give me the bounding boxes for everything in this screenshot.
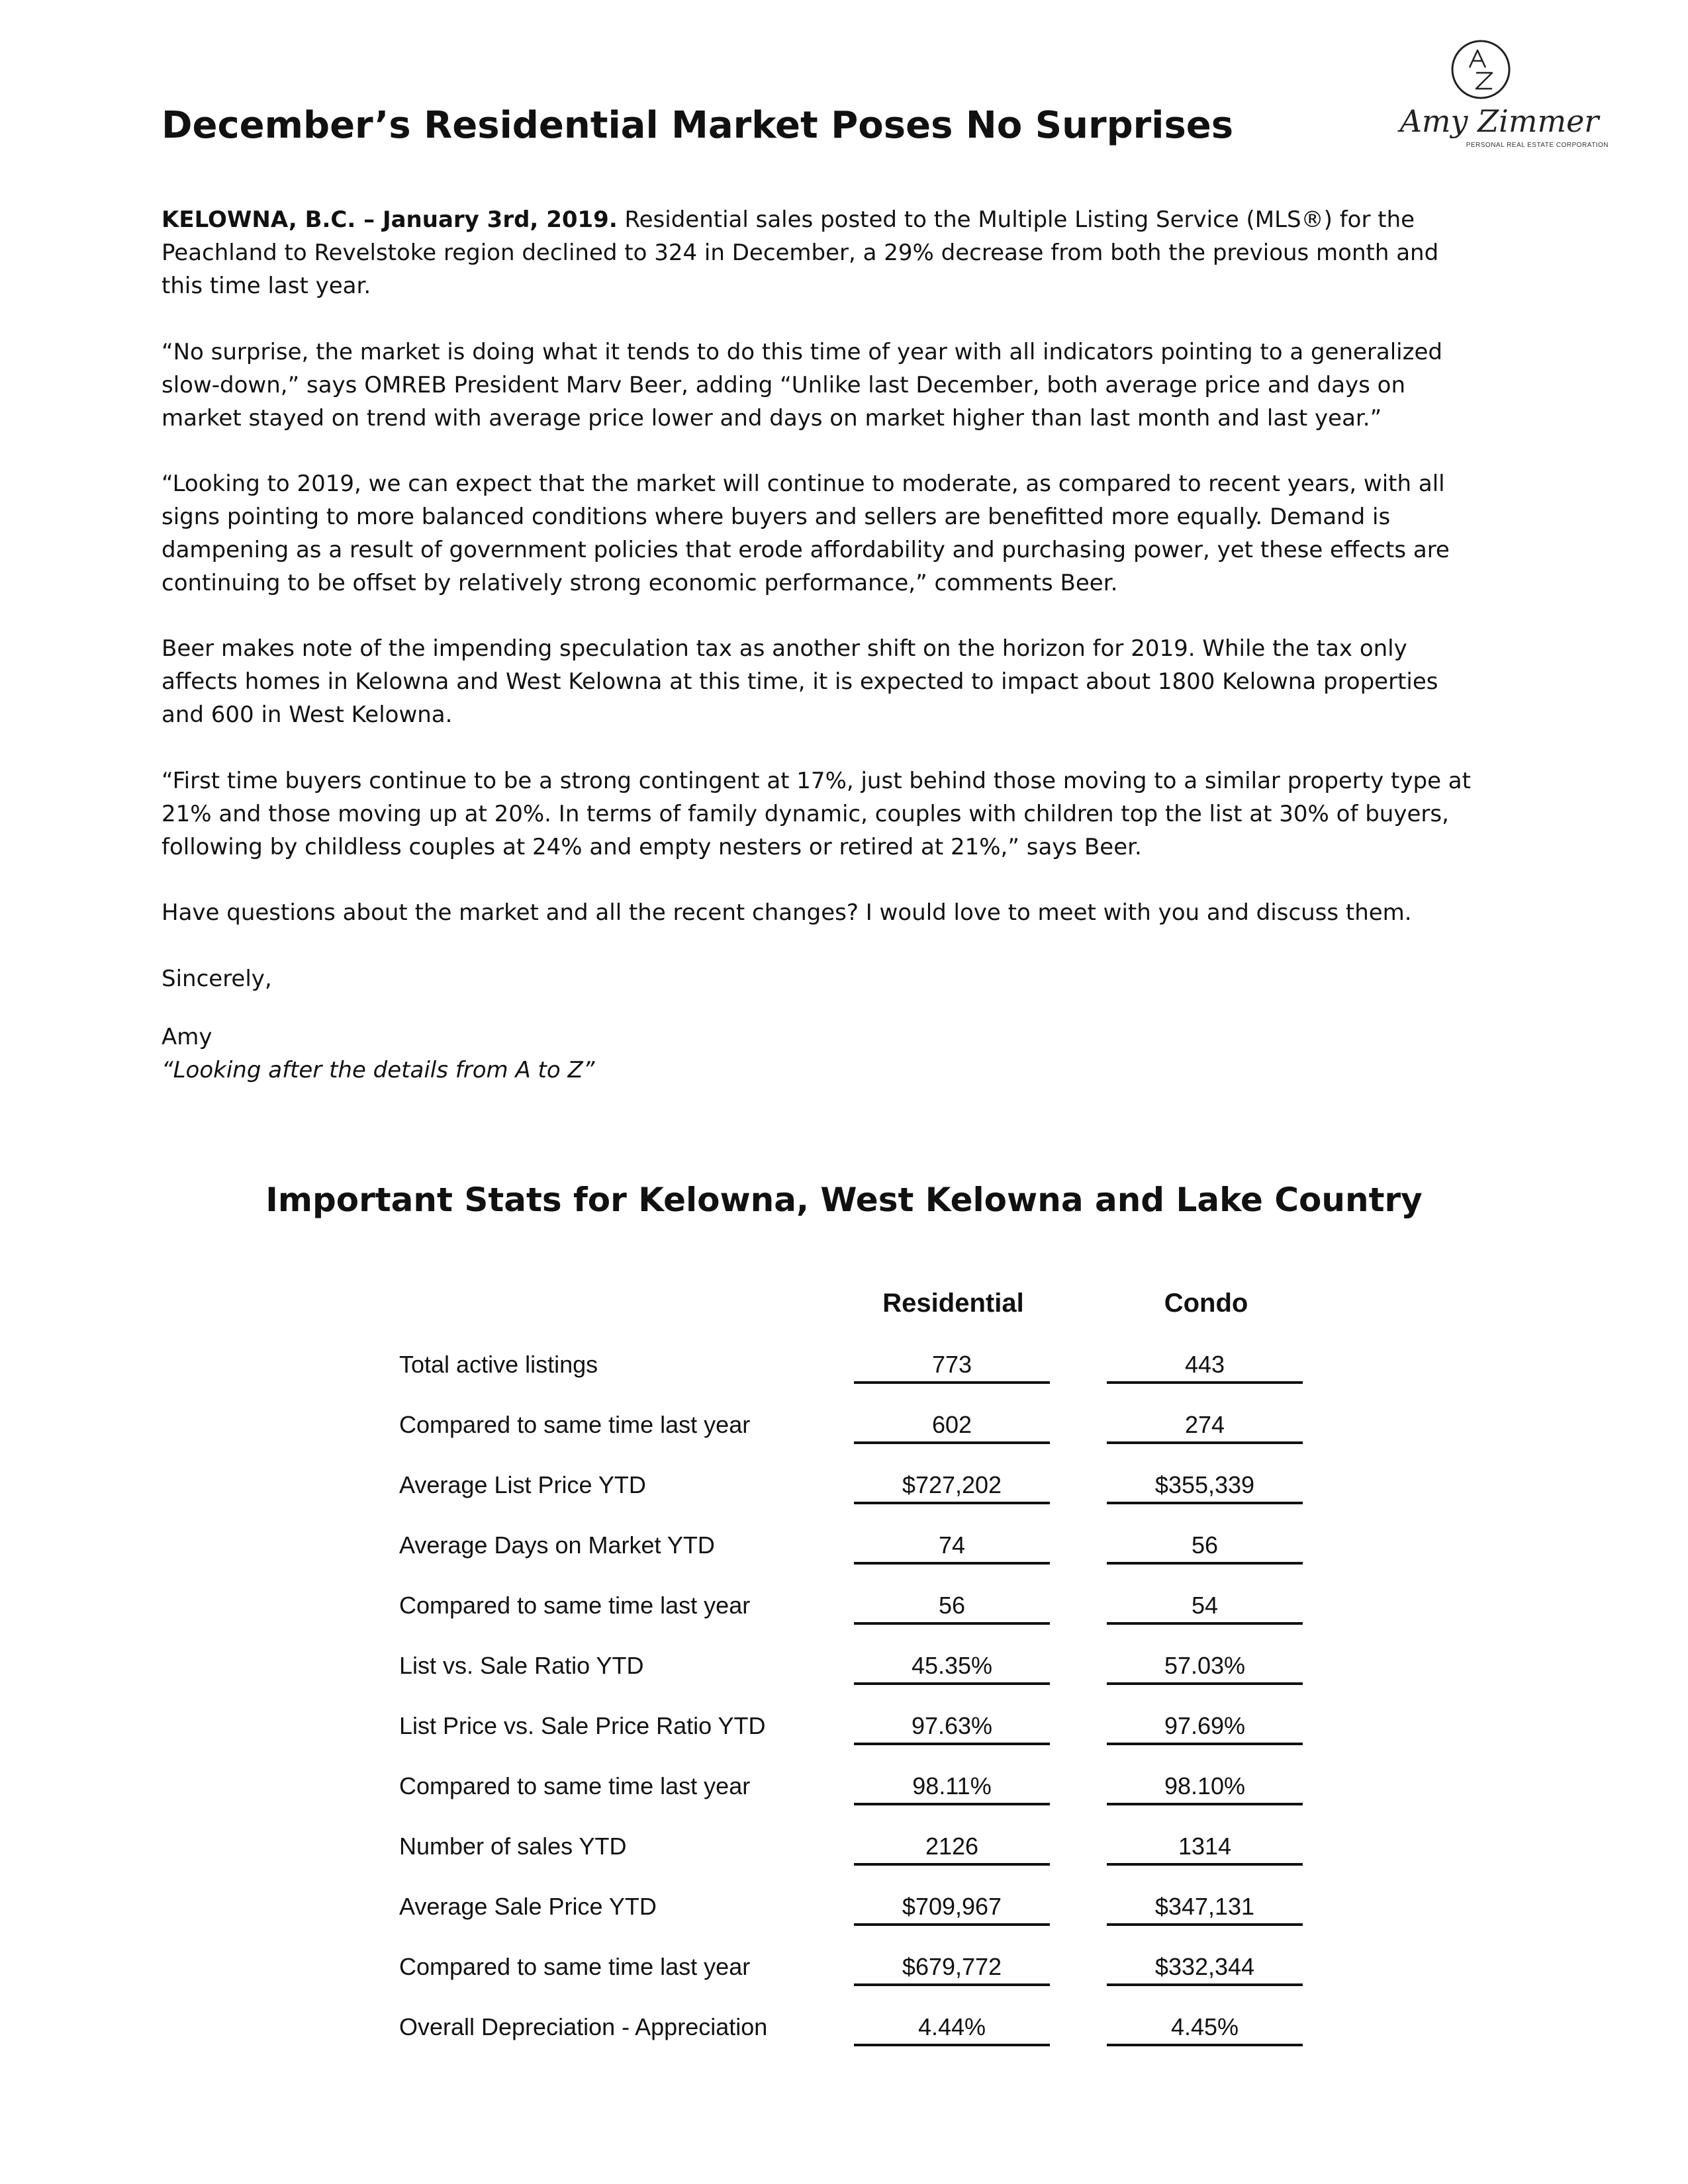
row-label: List Price vs. Sale Price Ratio YTD: [399, 1712, 766, 1739]
paragraph-quote-president: “No surprise, the market is doing what it tends to do this time of year with all indicators pointing to a generalized slow-down,” says OMREB President Marv Beer, adding “Unlike last December, both average price and days on market stayed on trend with average price lower and days on market higher than last month and last year.”: [162, 339, 1442, 432]
condo-value: 54: [1107, 1589, 1303, 1625]
row-label: Average List Price YTD: [399, 1471, 646, 1498]
dateline: KELOWNA, B.C. – January 3rd, 2019.: [162, 206, 618, 233]
paragraph-intro-text: Residential sales posted to the Multiple Listing Service (MLS®) for the Peachland to Revelstoke region declined to 324 in December, a 29% decrease from both the previous month and this time last year.: [162, 206, 1439, 299]
stats-title: Important Stats for Kelowna, West Kelowna and Lake Country: [265, 1181, 1423, 1219]
condo-value: 4.45%: [1107, 2011, 1303, 2046]
condo-value: 443: [1107, 1348, 1303, 1384]
residential-value: 98.11%: [854, 1770, 1050, 1805]
table-row: [0, 1649, 1688, 1709]
paragraph-call-to-action: Have questions about the market and all the recent changes? I would love to meet with you and discuss them.: [162, 899, 1412, 926]
residential-value: $709,967: [854, 1890, 1050, 1926]
row-label: Compared to same time last year: [399, 1592, 751, 1619]
residential-value: 74: [854, 1529, 1050, 1565]
table-row: [0, 1589, 1688, 1649]
signature: Amy: [162, 1024, 212, 1050]
condo-value: 56: [1107, 1529, 1303, 1565]
az-monogram-icon: [1450, 38, 1512, 101]
table-row: [0, 1348, 1688, 1408]
table-row: [0, 1950, 1688, 2011]
salutation: Sincerely,: [162, 966, 272, 992]
residential-value: 97.63%: [854, 1709, 1050, 1745]
row-label: Average Days on Market YTD: [399, 1531, 715, 1559]
condo-value: $355,339: [1107, 1469, 1303, 1504]
residential-value: 602: [854, 1408, 1050, 1444]
row-label: Compared to same time last year: [399, 1953, 751, 1980]
logo-tagline: PERSONAL REAL ESTATE CORPORATION: [1466, 142, 1609, 149]
condo-value: 274: [1107, 1408, 1303, 1444]
table-row: [0, 1408, 1688, 1469]
condo-value: 97.69%: [1107, 1709, 1303, 1745]
page-title: December’s Residential Market Poses No Surprises: [162, 104, 1234, 147]
residential-value: 4.44%: [854, 2011, 1050, 2046]
row-label: Compared to same time last year: [399, 1411, 751, 1438]
condo-value: $332,344: [1107, 1950, 1303, 1986]
table-row: [0, 1770, 1688, 1830]
table-row: [0, 1469, 1688, 1529]
column-header-residential: Residential: [882, 1289, 1024, 1318]
paragraph-buyers: “First time buyers continue to be a strong contingent at 17%, just behind those moving to a similar property type at 21% and those moving up at 20%. In terms of family dynamic, couples with children top the list at 30% of buyers, following by childless couples at 24% and empty nesters or retired at 21%,” says Beer.: [162, 768, 1471, 860]
column-header-condo: Condo: [1164, 1289, 1248, 1318]
residential-value: 56: [854, 1589, 1050, 1625]
motto: “Looking after the details from A to Z”: [162, 1057, 595, 1083]
paragraph-outlook: “Looking to 2019, we can expect that the market will continue to moderate, as compared to recent years, with all signs pointing to more balanced conditions where buyers and sellers are benefitted more equally. Demand is dampening as a result of government policies that erode affordability and purchasing power, yet these effects are continuing to be offset by relatively strong economic performance,” comments Beer.: [162, 471, 1450, 596]
table-row: [0, 2011, 1688, 2071]
table-row: [0, 1709, 1688, 1770]
row-label: Compared to same time last year: [399, 1772, 751, 1799]
row-label: Total active listings: [399, 1351, 598, 1378]
table-row: [0, 1830, 1688, 1890]
row-label: Overall Depreciation - Appreciation: [399, 2013, 768, 2040]
table-row: [0, 1890, 1688, 1950]
condo-value: 57.03%: [1107, 1649, 1303, 1685]
logo-name: Amy Zimmer: [1399, 103, 1599, 139]
paragraph-speculation-tax: Beer makes note of the impending speculation tax as another shift on the horizon for 2019. While the tax only affects homes in Kelowna and West Kelowna at this time, it is expected to impact about 1800 Kelowna properties and 600 in West Kelowna.: [162, 635, 1438, 728]
condo-value: 1314: [1107, 1830, 1303, 1866]
residential-value: 773: [854, 1348, 1050, 1384]
paragraph-intro: [162, 203, 1485, 302]
row-label: Number of sales YTD: [399, 1833, 627, 1860]
residential-value: $679,772: [854, 1950, 1050, 1986]
residential-value: $727,202: [854, 1469, 1050, 1504]
residential-value: 2126: [854, 1830, 1050, 1866]
row-label: List vs. Sale Ratio YTD: [399, 1652, 644, 1679]
row-label: Average Sale Price YTD: [399, 1893, 657, 1920]
condo-value: $347,131: [1107, 1890, 1303, 1926]
table-row: [0, 1529, 1688, 1589]
condo-value: 98.10%: [1107, 1770, 1303, 1805]
residential-value: 45.35%: [854, 1649, 1050, 1685]
